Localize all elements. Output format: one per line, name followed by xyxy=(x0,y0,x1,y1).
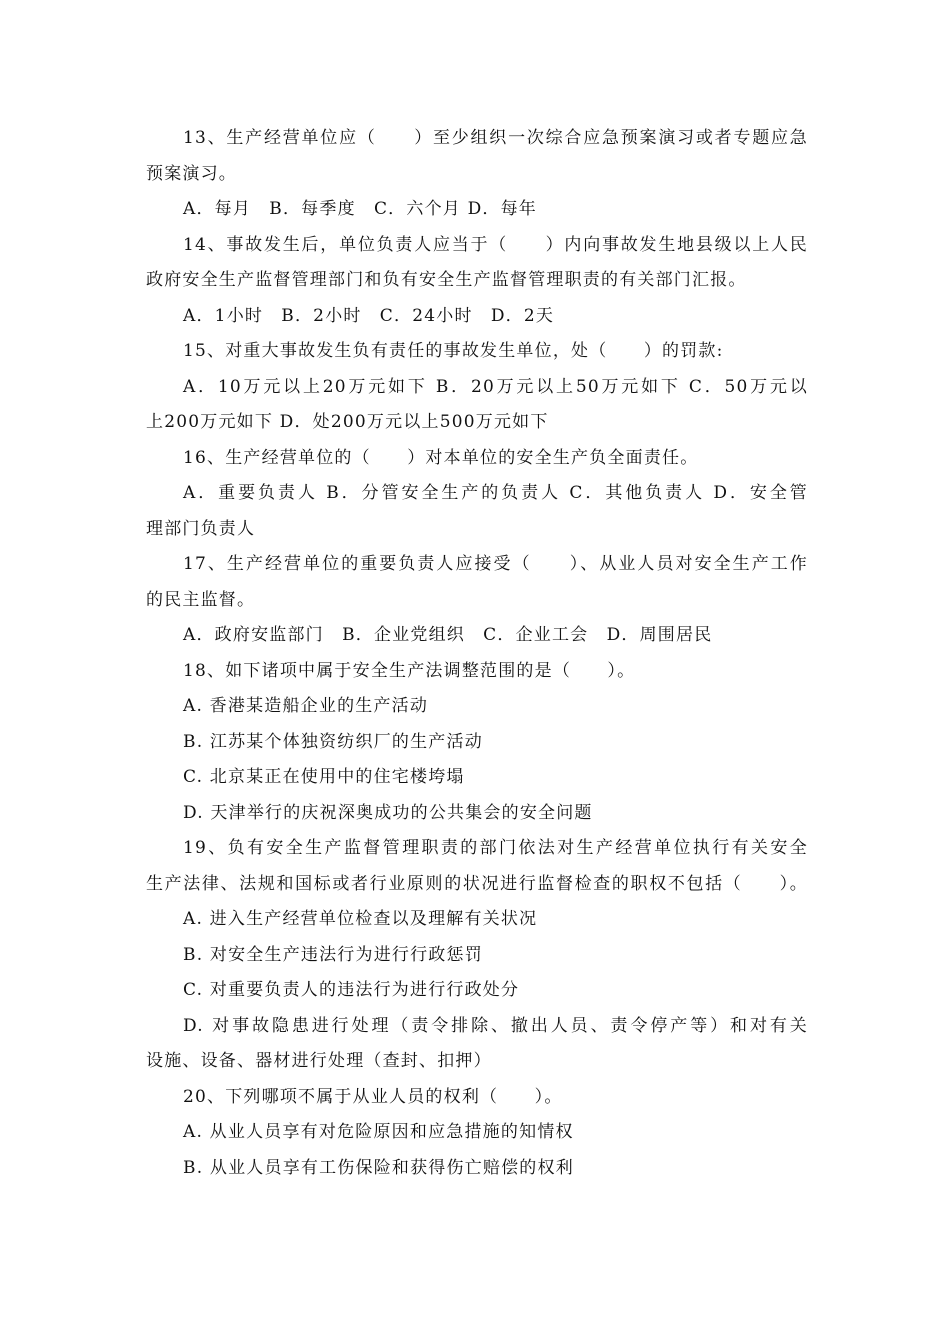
text-line: A. 香港某造船企业的生产活动 xyxy=(183,696,429,716)
text-line: 14、事故发生后，单位负责人应当于（ ）内向事故发生地县级以上人民 xyxy=(183,234,808,255)
text-line: C. 北京某正在使用中的住宅楼垮塌 xyxy=(183,767,465,787)
text-line: B. 对安全生产违法行为进行行政惩罚 xyxy=(183,944,483,965)
text-line: D. 天津举行的庆祝深奥成功的公共集会的安全问题 xyxy=(183,802,593,823)
document-page xyxy=(146,121,808,1186)
text-line: A．每月 B．每季度 C．六个月 D．每年 xyxy=(183,199,538,219)
text-line: D. 对事故隐患进行处理（责令排除、撤出人员、责令停产等）和对有关 xyxy=(183,1015,808,1036)
text-line: 预案演习。 xyxy=(146,163,237,184)
text-line: A．重要负责人 B．分管安全生产的负责人 C．其他负责人 D．安全管 xyxy=(183,483,808,503)
text-line: A．政府安监部门 B．企业党组织 C．企业工会 D．周围居民 xyxy=(183,625,713,645)
text-line: A．1小时 B．2小时 C．24小时 D．2天 xyxy=(183,305,555,326)
text-line: 的民主监督。 xyxy=(146,589,256,610)
text-line: 15、对重大事故发生负有责任的事故发生单位，处（ ）的罚款: xyxy=(183,341,724,361)
text-line: 上200万元如下 D．处200万元以上500万元如下 xyxy=(146,412,549,432)
text-line: 设施、设备、器材进行处理（查封、扣押） xyxy=(146,1051,492,1071)
text-line: 19、负有安全生产监督管理职责的部门依法对生产经营单位执行有关安全 xyxy=(183,838,808,858)
text-line: C. 对重要负责人的违法行为进行行政处分 xyxy=(183,980,520,1000)
text-line: A. 从业人员享有对危险原因和应急措施的知情权 xyxy=(183,1122,574,1142)
text-line: 13、生产经营单位应（ ）至少组织一次综合应急预案演习或者专题应急 xyxy=(183,128,808,148)
text-line: 16、生产经营单位的（ ）对本单位的安全生产负全面责任。 xyxy=(183,447,699,468)
text-line: 政府安全生产监督管理部门和负有安全生产监督管理职责的有关部门汇报。 xyxy=(146,270,747,290)
text-line: 20、下列哪项不属于从业人员的权利（ ）。 xyxy=(183,1086,563,1107)
text-line: B. 从业人员享有工伤保险和获得伤亡赔偿的权利 xyxy=(183,1157,574,1178)
text-line: B. 江苏某个体独资纺织厂的生产活动 xyxy=(183,731,483,752)
text-line: 18、如下诸项中属于安全生产法调整范围的是（ ）。 xyxy=(183,660,636,681)
text-line: A．10万元以上20万元如下 B．20万元以上50万元如下 C．50万元以 xyxy=(183,376,808,397)
text-line: A. 进入生产经营单位检查以及理解有关状况 xyxy=(183,909,538,929)
text-line: 生产法律、法规和国标或者行业原则的状况进行监督检查的职权不包括（ ）。 xyxy=(146,873,808,894)
text-line: 17、生产经营单位的重要负责人应接受（ ）、从业人员对安全生产工作 xyxy=(183,554,808,574)
text-line: 理部门负责人 xyxy=(146,518,256,539)
